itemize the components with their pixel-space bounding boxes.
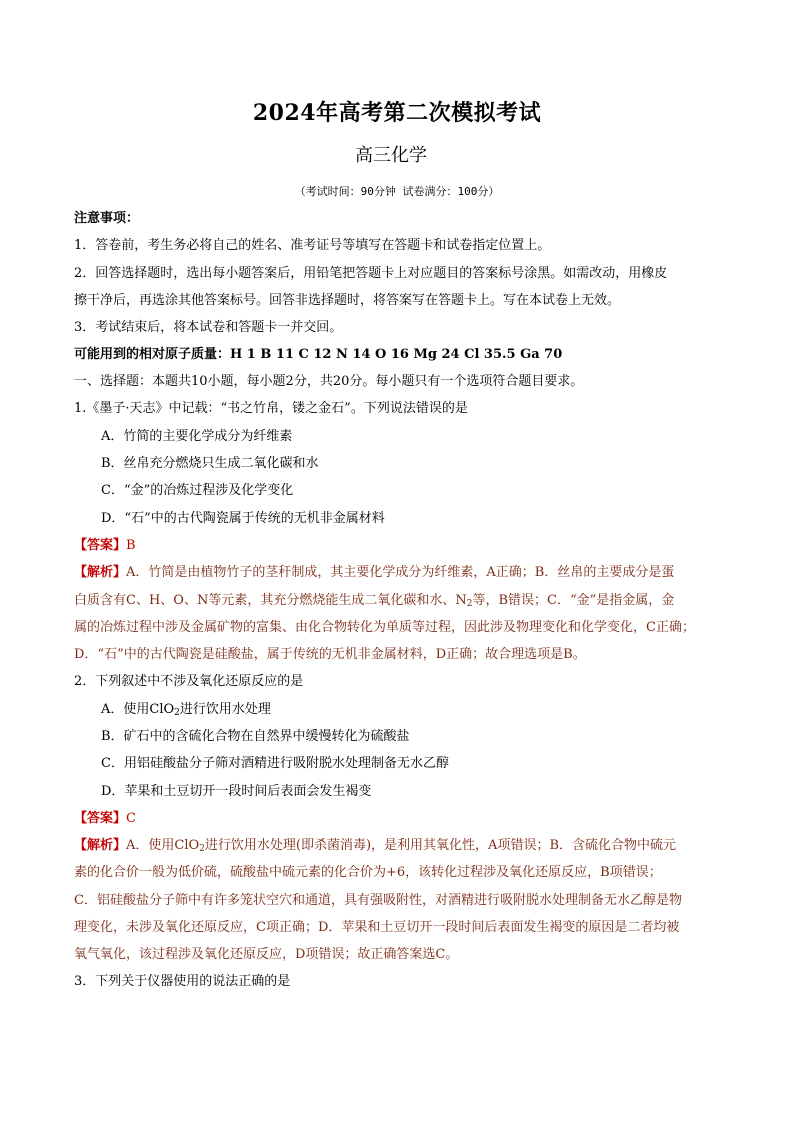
question-2-option-a xyxy=(101,699,753,721)
note-item: 擦干净后，再选涂其他答案标号。回答非选择题时，将答案写在答题卡上。写在本试卷上无效。 xyxy=(74,293,621,308)
question-1-option-a: A．竹简的主要化学成分为纤维素 xyxy=(101,429,293,444)
question-2-option-b: B．矿石中的含硫化合物在自然界中缓慢转化为硫酸盐 xyxy=(101,729,410,744)
section-heading: 一、选择题：本题共10小题，每小题2分，共20分。每小题只有一个选项符合题目要求。 xyxy=(74,374,584,389)
question-2-option-c: C．用铝硅酸盐分子筛对酒精进行吸附脱水处理制备无水乙醇 xyxy=(101,756,449,771)
question-2-explanation: 素的化合价一般为低价硫，硫酸盐中硫元素的化合价为+6，该转化过程涉及氧化还原反应，B项错误； xyxy=(74,865,662,880)
question-1-option-c: C．“金”的冶炼过程涉及化学变化 xyxy=(101,483,294,498)
question-1-explanation xyxy=(74,562,726,584)
question-1-explanation: 属的冶炼过程中涉及金属矿物的富集、由化合物转化为单质等过程，因此涉及物理变化和化学变化，C正确； xyxy=(74,620,695,635)
note-item: 2．回答选择题时，选出每小题答案后，用铅笔把答题卡上对应题目的答案标号涂黑。如需改动，用橡皮 xyxy=(74,266,668,281)
subscript: 2 xyxy=(174,708,180,718)
question-2-answer xyxy=(74,808,726,830)
option-text: A．使用ClO xyxy=(101,702,175,717)
question-1-option-d: D．“石”中的古代陶瓷属于传统的无机非金属材料 xyxy=(101,511,385,526)
explanation-label: 【解析】 xyxy=(74,838,127,853)
answer-value: C xyxy=(126,811,136,826)
note-item: 1．答卷前，考生务必将自己的姓名、准考证号等填写在答题卡和试卷指定位置上。 xyxy=(74,238,551,253)
question-1-stem: 1.《墨子·天志》中记载：“书之竹帛，镂之金石”。下列说法错误的是 xyxy=(74,401,468,416)
question-2-explanation xyxy=(74,835,726,857)
explanation-text: A．竹简是由植物竹子的茎秆制成，其主要化学成分为纤维素，A正确；B．丝帛的主要成分是蛋 xyxy=(126,565,675,580)
question-1-option-b: B．丝帛充分燃烧只生成二氧化碳和水 xyxy=(101,456,319,471)
exam-info: （考试时间：90分钟 试卷满分：100分） xyxy=(294,185,500,198)
answer-label: 【答案】 xyxy=(74,538,127,553)
answer-value: B xyxy=(126,538,136,553)
subscript: 2 xyxy=(466,599,473,609)
question-1-explanation xyxy=(74,590,726,612)
notes-heading: 注意事项： xyxy=(74,211,140,226)
explanation-text: 等，B错误；C．“金”是指金属，金 xyxy=(472,593,675,608)
question-3-stem: 3．下列关于仪器使用的说法正确的是 xyxy=(74,974,291,989)
question-1-explanation: D．“石”中的古代陶瓷是硅酸盐，属于传统的无机非金属材料，D正确；故合理选项是B。 xyxy=(74,647,586,662)
subscript: 2 xyxy=(199,844,205,854)
exam-subject: 高三化学 xyxy=(355,145,427,166)
note-item: 3．考试结束后，将本试卷和答题卡一并交回。 xyxy=(74,320,343,335)
explanation-label: 【解析】 xyxy=(74,565,127,580)
option-text: 进行饮用水处理 xyxy=(179,702,271,717)
question-2-explanation: 理变化，未涉及氧化还原反应，C项正确；D．苹果和土豆切开一段时间后表面发生褐变的原因是二者均被 xyxy=(74,920,680,935)
explanation-text: 进行饮用水处理(即杀菌消毒)，是利用其氧化性，A项错误；B．含硫化合物中硫元 xyxy=(204,838,676,853)
question-2-stem: 2．下列叙述中不涉及氧化还原反应的是 xyxy=(74,674,304,689)
question-1-answer xyxy=(74,535,726,557)
question-2-explanation: 氧气氧化，该过程涉及氧化还原反应，D项错误；故正确答案选C。 xyxy=(74,947,459,962)
exam-title: 2024年高考第二次模拟考试 xyxy=(252,100,542,126)
question-2-option-d: D．苹果和土豆切开一段时间后表面会发生褐变 xyxy=(101,784,372,799)
explanation-text: 白质含有C、H、O、N等元素，其充分燃烧能生成二氧化碳和水、N xyxy=(74,593,467,608)
answer-label: 【答案】 xyxy=(74,811,127,826)
atomic-masses: 可能用到的相对原子质量：H 1 B 11 C 12 N 14 O 16 Mg 24 Cl 35.5 Ga 70 xyxy=(74,347,563,362)
question-2-explanation: C．铝硅酸盐分子筛中有许多笼状空穴和通道，具有强吸附性，对酒精进行吸附脱水处理制备无水乙醇是物 xyxy=(74,893,682,908)
explanation-text: A．使用ClO xyxy=(126,838,200,853)
